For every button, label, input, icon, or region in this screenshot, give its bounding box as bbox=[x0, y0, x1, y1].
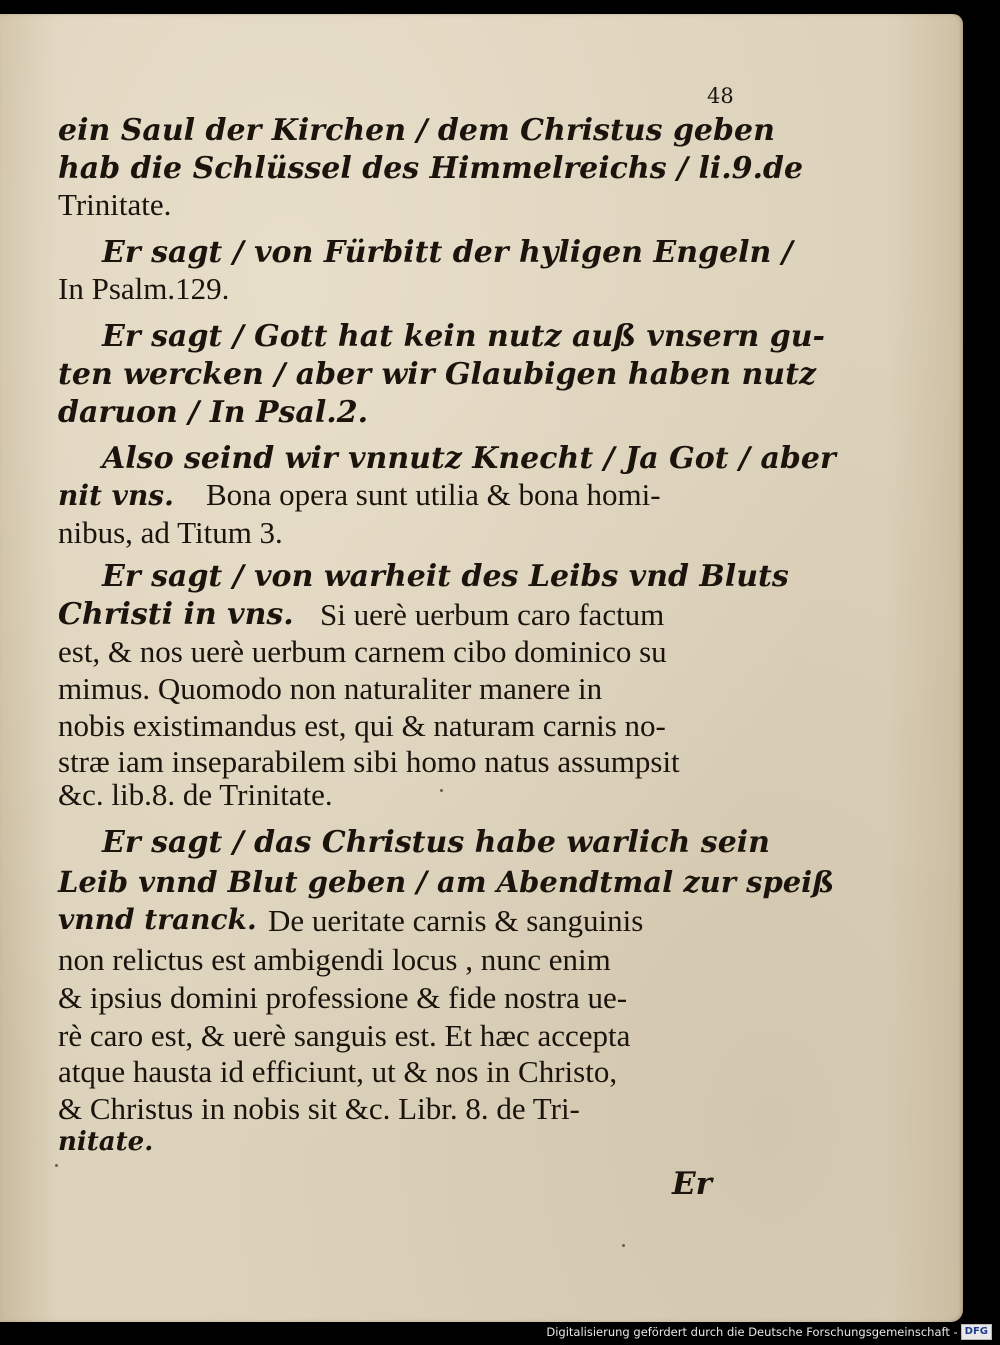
text-line: Also seind wir vnnutz Knecht / Ja Got / aber bbox=[102, 441, 836, 476]
text-line: Er sagt / von Fürbitt der hyligen Engeln / bbox=[102, 235, 793, 270]
paper-speck bbox=[440, 789, 443, 792]
text-line: &c. lib.8. de Trinitate. bbox=[58, 777, 333, 812]
page-number: 48 bbox=[707, 84, 734, 108]
book-page bbox=[0, 14, 963, 1322]
text-line: nibus, ad Titum 3. bbox=[58, 515, 283, 550]
text-line: & ipsius domini professione & fide nostra ue- bbox=[58, 980, 628, 1015]
text-line: hab die Schlüssel des Himmelreichs / li.9.de bbox=[58, 151, 804, 186]
text-line: De ueritate carnis & sanguinis bbox=[268, 903, 644, 938]
text-line: In Psalm.129. bbox=[58, 271, 230, 306]
text-line: Si uerè uerbum caro factum bbox=[320, 597, 665, 632]
text-line: Er sagt / Gott hat kein nutz auß vnsern gu- bbox=[102, 319, 825, 354]
text-line: & Christus in nobis sit &c. Libr. 8. de Tri- bbox=[58, 1091, 580, 1126]
text-line: Er sagt / das Christus habe warlich sein bbox=[102, 825, 770, 860]
text-line: non relictus est ambigendi locus , nunc enim bbox=[58, 942, 611, 977]
text-line: nitate. bbox=[58, 1127, 154, 1157]
text-line: daruon / In Psal.2. bbox=[58, 395, 369, 430]
text-line: atque hausta id efficiunt, ut & nos in Christo, bbox=[58, 1054, 618, 1089]
credit-text: Digitalisierung gefördert durch die Deutsche Forschungsgemeinschaft - bbox=[546, 1325, 958, 1339]
text-line: nobis existimandus est, qui & naturam carnis no- bbox=[58, 708, 666, 743]
text-line: Leib vnnd Blut geben / am Abendtmal zur speiß bbox=[58, 865, 835, 899]
text-line: Trinitate. bbox=[58, 187, 172, 222]
text-line: est, & nos uerè uerbum carnem cibo dominico su bbox=[58, 634, 667, 669]
text-line: vnnd tranck. bbox=[58, 903, 257, 936]
catchword: Er bbox=[672, 1166, 712, 1202]
text-line: stræ iam inseparabilem sibi homo natus assumpsit bbox=[58, 744, 680, 779]
text-line: mimus. Quomodo non naturaliter manere in bbox=[58, 671, 603, 706]
paper-speck bbox=[55, 1164, 58, 1167]
text-line: Er sagt / von warheit des Leibs vnd Bluts bbox=[102, 559, 789, 594]
digitization-credit bbox=[546, 1323, 992, 1341]
text-line: rè caro est, & uerè sanguis est. Et hæc accepta bbox=[58, 1018, 631, 1053]
text-line: Christi in vns. bbox=[58, 597, 294, 632]
dfg-logo-icon[interactable]: DFG bbox=[961, 1324, 992, 1340]
text-line: ein Saul der Kirchen / dem Christus geben bbox=[58, 113, 775, 148]
text-line: Bona opera sunt utilia & bona homi- bbox=[206, 477, 661, 512]
text-line: nit vns. bbox=[58, 479, 174, 512]
text-line: ten wercken / aber wir Glaubigen haben nutz bbox=[58, 357, 816, 392]
paper-speck bbox=[622, 1244, 625, 1247]
